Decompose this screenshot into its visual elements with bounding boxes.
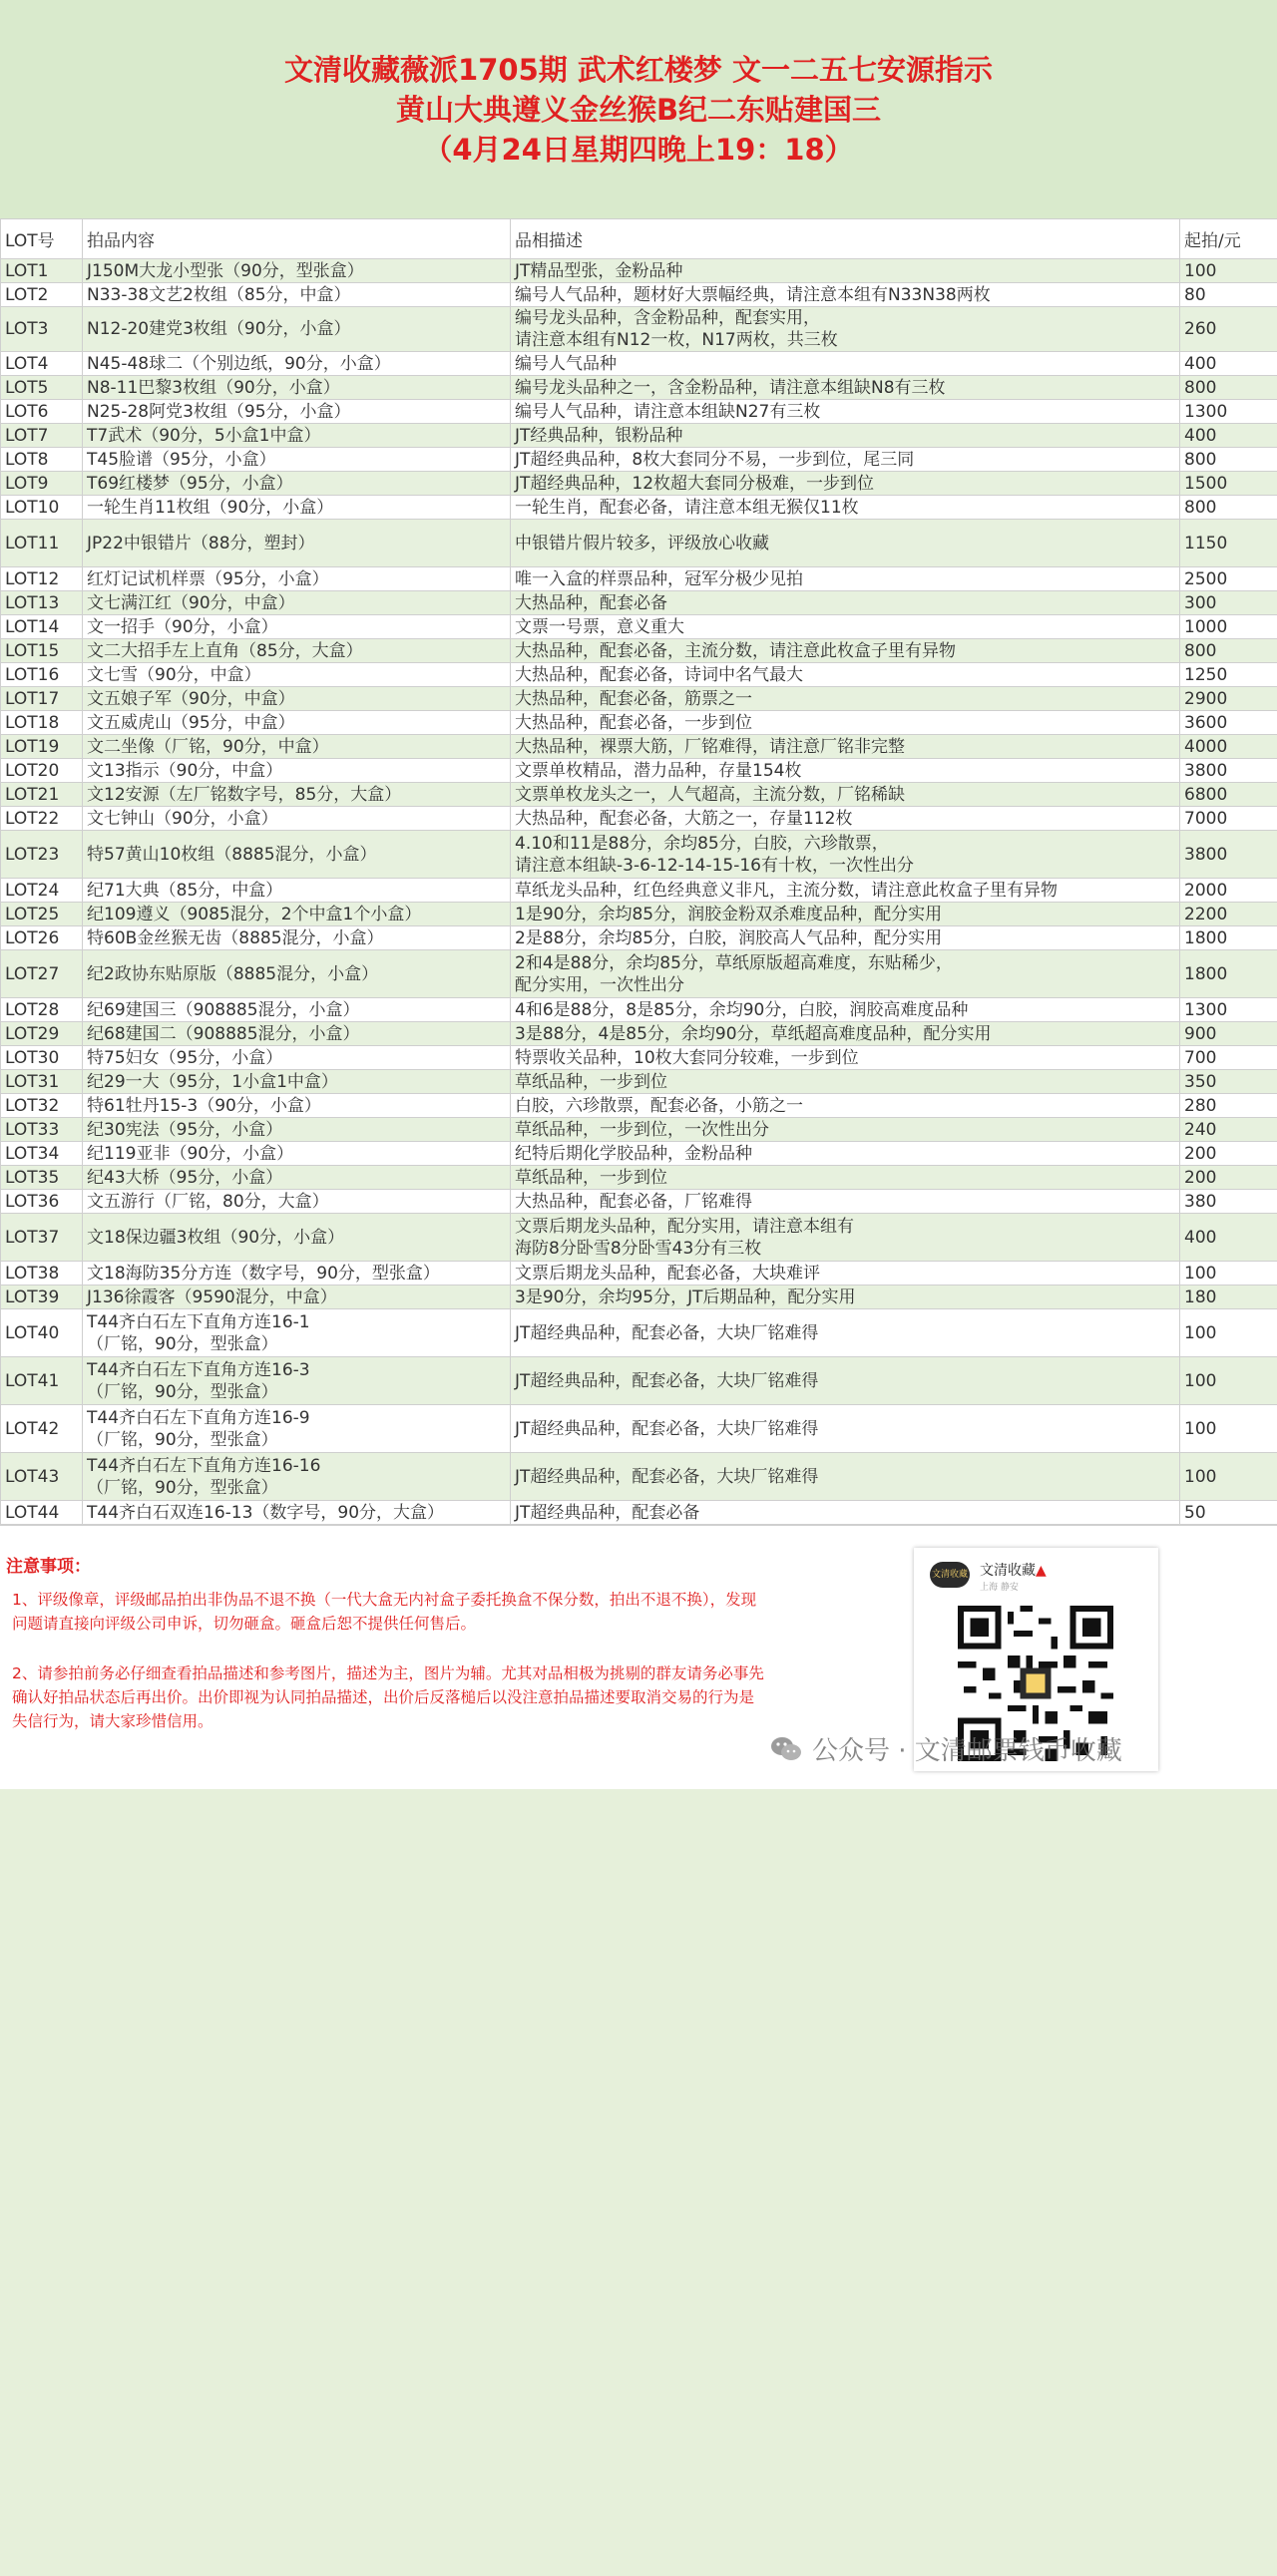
col-header-item: 拍品内容 — [83, 219, 511, 259]
price-cell: 900 — [1180, 1022, 1277, 1046]
desc-cell: JT超经典品种，12枚超大套同分极难，一步到位 — [511, 472, 1180, 496]
lot-cell: LOT8 — [1, 448, 83, 472]
desc-cell: 2和4是88分，余均85分，草纸原版超高难度，东贴稀少， 配分实用，一次性出分 — [511, 950, 1180, 998]
desc-cell: JT超经典品种，8枚大套同分不易，一步到位，尾三同 — [511, 448, 1180, 472]
desc-cell: 文票单枚精品，潜力品种，存量154枚 — [511, 759, 1180, 783]
lot-cell: LOT36 — [1, 1190, 83, 1214]
desc-cell: 4.10和11是88分，余均85分，白胶，六珍散票， 请注意本组缺-3-6-12-14-15-16有十枚，一次性出分 — [511, 831, 1180, 879]
watermark — [768, 1730, 1122, 1767]
table-row — [1, 424, 1277, 448]
lot-cell: LOT13 — [1, 591, 83, 615]
notes-title: 注意事项： — [6, 1557, 91, 1577]
lot-cell: LOT10 — [1, 496, 83, 520]
lot-cell: LOT28 — [1, 998, 83, 1022]
desc-cell: 白胶，六珍散票，配套必备，小筋之一 — [511, 1094, 1180, 1118]
desc-cell: 4和6是88分，8是85分，余均90分，白胶，润胶高难度品种 — [511, 998, 1180, 1022]
desc-cell: 纪特后期化学胶品种，金粉品种 — [511, 1142, 1180, 1166]
desc-cell: JT超经典品种，配套必备，大块厂铭难得 — [511, 1405, 1180, 1453]
title-line-3: （4月24日星期四晚上19：18） — [423, 132, 854, 167]
item-cell: N45-48球二（个别边纸，90分，小盒） — [83, 352, 511, 376]
price-cell: 100 — [1180, 259, 1277, 283]
lot-cell: LOT4 — [1, 352, 83, 376]
item-cell: 文五游行（厂铭，80分，大盒） — [83, 1190, 511, 1214]
lot-cell: LOT41 — [1, 1357, 83, 1405]
item-cell: 文18保边疆3枚组（90分，小盒） — [83, 1214, 511, 1262]
item-cell: 纪71大典（85分，中盒） — [83, 879, 511, 903]
price-cell: 800 — [1180, 376, 1277, 400]
desc-cell: 文票一号票，意义重大 — [511, 615, 1180, 639]
item-cell: JP22中银错片（88分，塑封） — [83, 520, 511, 567]
lot-cell: LOT34 — [1, 1142, 83, 1166]
desc-cell: 大热品种，裸票大筋，厂铭难得，请注意厂铭非完整 — [511, 735, 1180, 759]
desc-cell: JT超经典品种，配套必备 — [511, 1501, 1180, 1525]
item-cell: T69红楼梦（95分，小盒） — [83, 472, 511, 496]
item-cell: T7武术（90分，5小盒1中盒） — [83, 424, 511, 448]
table-row — [1, 1286, 1277, 1309]
lot-cell: LOT40 — [1, 1309, 83, 1357]
table-row — [1, 639, 1277, 663]
item-cell: 文13指示（90分，中盒） — [83, 759, 511, 783]
table-row — [1, 496, 1277, 520]
item-cell: 纪68建国二（908885混分，小盒） — [83, 1022, 511, 1046]
table-row — [1, 448, 1277, 472]
desc-cell: 中银错片假片较多，评级放心收藏 — [511, 520, 1180, 567]
item-cell: T44齐白石左下直角方连16-3 （厂铭，90分，型张盒） — [83, 1357, 511, 1405]
desc-cell: 唯一入盒的样票品种，冠军分极少见拍 — [511, 567, 1180, 591]
lot-cell: LOT42 — [1, 1405, 83, 1453]
item-cell: 纪109遵义（9085混分，2个中盒1个小盒） — [83, 903, 511, 926]
desc-cell: 编号龙头品种之一，含金粉品种，请注意本组缺N8有三枚 — [511, 376, 1180, 400]
lot-cell: LOT2 — [1, 283, 83, 307]
price-cell: 1800 — [1180, 950, 1277, 998]
price-cell: 100 — [1180, 1262, 1277, 1286]
desc-cell: 一轮生肖，配套必备，请注意本组无猴仅11枚 — [511, 496, 1180, 520]
item-cell: 文五娘子军（90分，中盒） — [83, 687, 511, 711]
watermark-text: 公众号 · 文清邮票钱币收藏 — [812, 1736, 1122, 1766]
table-row — [1, 591, 1277, 615]
desc-cell: 草纸品种，一步到位，一次性出分 — [511, 1118, 1180, 1142]
table-row — [1, 663, 1277, 687]
table-header-row — [1, 219, 1277, 259]
item-cell: 纪2政协东贴原版（8885混分，小盒） — [83, 950, 511, 998]
desc-cell: JT超经典品种，配套必备，大块厂铭难得 — [511, 1357, 1180, 1405]
lot-cell: LOT30 — [1, 1046, 83, 1070]
price-cell: 6800 — [1180, 783, 1277, 807]
lots-table — [0, 218, 1277, 1525]
brand-logo: 文清收藏 — [930, 1562, 970, 1588]
price-cell: 200 — [1180, 1142, 1277, 1166]
price-cell: 400 — [1180, 424, 1277, 448]
table-row — [1, 352, 1277, 376]
col-header-desc: 品相描述 — [511, 219, 1180, 259]
lot-cell: LOT1 — [1, 259, 83, 283]
desc-cell: 编号龙头品种，含金粉品种，配套实用， 请注意本组有N12一枚，N17两枚，共三枚 — [511, 307, 1180, 352]
table-row — [1, 1118, 1277, 1142]
price-cell: 700 — [1180, 1046, 1277, 1070]
table-row — [1, 1190, 1277, 1214]
table-row — [1, 879, 1277, 903]
desc-cell: JT超经典品种，配套必备，大块厂铭难得 — [511, 1453, 1180, 1501]
price-cell: 1500 — [1180, 472, 1277, 496]
item-cell: 红灯记试机样票（95分，小盒） — [83, 567, 511, 591]
lot-cell: LOT5 — [1, 376, 83, 400]
item-cell: 一轮生肖11枚组（90分，小盒） — [83, 496, 511, 520]
price-cell: 800 — [1180, 639, 1277, 663]
price-cell: 180 — [1180, 1286, 1277, 1309]
table-row — [1, 687, 1277, 711]
lot-cell: LOT33 — [1, 1118, 83, 1142]
table-row — [1, 1022, 1277, 1046]
price-cell: 800 — [1180, 496, 1277, 520]
item-cell: 纪43大桥（95分，小盒） — [83, 1166, 511, 1190]
table-row — [1, 831, 1277, 879]
price-cell: 350 — [1180, 1070, 1277, 1094]
lot-cell: LOT21 — [1, 783, 83, 807]
col-header-price: 起拍/元 — [1180, 219, 1277, 259]
lot-cell: LOT20 — [1, 759, 83, 783]
price-cell: 2500 — [1180, 567, 1277, 591]
qr-account-name — [980, 1560, 1047, 1580]
qr-mark: ▲ — [1036, 1563, 1047, 1579]
price-cell: 7000 — [1180, 807, 1277, 831]
table-row — [1, 567, 1277, 591]
price-cell: 4000 — [1180, 735, 1277, 759]
lot-cell: LOT43 — [1, 1453, 83, 1501]
desc-cell: JT超经典品种，配套必备，大块厂铭难得 — [511, 1309, 1180, 1357]
price-cell: 50 — [1180, 1501, 1277, 1525]
item-cell: 特60B金丝猴无齿（8885混分，小盒） — [83, 926, 511, 950]
lot-cell: LOT7 — [1, 424, 83, 448]
table-row — [1, 759, 1277, 783]
lot-cell: LOT6 — [1, 400, 83, 424]
desc-cell: 文票后期龙头品种，配分实用，请注意本组有 海防8分卧雪8分卧雪43分有三枚 — [511, 1214, 1180, 1262]
price-cell: 1300 — [1180, 998, 1277, 1022]
desc-cell: 大热品种，配套必备，主流分数，请注意此枚盒子里有异物 — [511, 639, 1180, 663]
lot-cell: LOT23 — [1, 831, 83, 879]
price-cell: 280 — [1180, 1094, 1277, 1118]
price-cell: 2200 — [1180, 903, 1277, 926]
table-row — [1, 1094, 1277, 1118]
price-cell: 800 — [1180, 448, 1277, 472]
price-cell: 100 — [1180, 1453, 1277, 1501]
desc-cell: 大热品种，配套必备，厂铭难得 — [511, 1190, 1180, 1214]
table-row — [1, 259, 1277, 283]
item-cell: 纪119亚非（90分，小盒） — [83, 1142, 511, 1166]
table-row — [1, 807, 1277, 831]
lot-cell: LOT31 — [1, 1070, 83, 1094]
item-cell: T44齐白石左下直角方连16-1 （厂铭，90分，型张盒） — [83, 1309, 511, 1357]
lot-cell: LOT14 — [1, 615, 83, 639]
table-row — [1, 1501, 1277, 1525]
lot-cell: LOT27 — [1, 950, 83, 998]
table-row — [1, 1357, 1277, 1405]
price-cell: 1000 — [1180, 615, 1277, 639]
table-row — [1, 307, 1277, 352]
lot-cell: LOT16 — [1, 663, 83, 687]
price-cell: 200 — [1180, 1166, 1277, 1190]
lot-cell: LOT12 — [1, 567, 83, 591]
lot-cell: LOT26 — [1, 926, 83, 950]
price-cell: 3800 — [1180, 759, 1277, 783]
footer — [0, 1525, 1277, 1789]
price-cell: 100 — [1180, 1405, 1277, 1453]
table-row — [1, 283, 1277, 307]
desc-cell: 大热品种，配套必备，诗词中名气最大 — [511, 663, 1180, 687]
item-cell: 文七雪（90分，中盒） — [83, 663, 511, 687]
desc-cell: 编号人气品种，请注意本组缺N27有三枚 — [511, 400, 1180, 424]
item-cell: J150M大龙小型张（90分，型张盒） — [83, 259, 511, 283]
price-cell: 1250 — [1180, 663, 1277, 687]
table-row — [1, 376, 1277, 400]
price-cell: 80 — [1180, 283, 1277, 307]
table-row — [1, 1214, 1277, 1262]
desc-cell: 3是90分，余均95分，JT后期品种，配分实用 — [511, 1286, 1180, 1309]
lot-cell: LOT24 — [1, 879, 83, 903]
desc-cell: 草纸品种，一步到位 — [511, 1166, 1180, 1190]
title-line-1: 文清收藏薇派1705期 武术红楼梦 文一二五七安源指示 — [284, 52, 993, 87]
item-cell: N8-11巴黎3枚组（90分，小盒） — [83, 376, 511, 400]
item-cell: 特61牡丹15-3（90分，小盒） — [83, 1094, 511, 1118]
lot-cell: LOT11 — [1, 520, 83, 567]
item-cell: 特57黄山10枚组（8885混分，小盒） — [83, 831, 511, 879]
table-row — [1, 615, 1277, 639]
price-cell: 3600 — [1180, 711, 1277, 735]
table-row — [1, 711, 1277, 735]
price-cell: 100 — [1180, 1309, 1277, 1357]
item-cell: 文七满江红（90分，中盒） — [83, 591, 511, 615]
desc-cell: JT经典品种，银粉品种 — [511, 424, 1180, 448]
title-line-2: 黄山大典遵义金丝猴B纪二东贴建国三 — [395, 92, 882, 127]
item-cell: T44齐白石左下直角方连16-9 （厂铭，90分，型张盒） — [83, 1405, 511, 1453]
desc-cell: 草纸龙头品种，红色经典意义非凡，主流分数，请注意此枚盒子里有异物 — [511, 879, 1180, 903]
price-cell: 400 — [1180, 352, 1277, 376]
price-cell: 2000 — [1180, 879, 1277, 903]
item-cell: 文七钟山（90分，小盒） — [83, 807, 511, 831]
table-row — [1, 1166, 1277, 1190]
lot-cell: LOT38 — [1, 1262, 83, 1286]
note-1: 1、评级像章，评级邮品拍出非伪品不退不换（一代大盒无内衬盒子委托换盒不保分数，拍出不退不换），发现问题请直接向评级公司申诉，切勿砸盒。砸盒后恕不提供任何售后。 — [12, 1591, 757, 1633]
desc-cell: 1是90分，余均85分，润胶金粉双杀难度品种，配分实用 — [511, 903, 1180, 926]
qr-location: 上海 静安 — [980, 1583, 1019, 1593]
lot-cell: LOT29 — [1, 1022, 83, 1046]
item-cell: 文12安源（左厂铭数字号，85分，大盒） — [83, 783, 511, 807]
lot-cell: LOT25 — [1, 903, 83, 926]
item-cell: 文一招手（90分，小盒） — [83, 615, 511, 639]
item-cell: T44齐白石双连16-13（数字号，90分，大盒） — [83, 1501, 511, 1525]
note-2: 2、请参拍前务必仔细查看拍品描述和参考图片，描述为主，图片为辅。尤其对品相极为挑剔的群友请务必事先确认好拍品状态后再出价。出价即视为认同拍品描述，出价后反落槌后以没注意拍品描述要取消交易的行为是失信行为，请大家珍惜信用。 — [12, 1664, 764, 1730]
lot-cell: LOT35 — [1, 1166, 83, 1190]
table-row — [1, 472, 1277, 496]
price-cell: 380 — [1180, 1190, 1277, 1214]
item-cell: T44齐白石左下直角方连16-16 （厂铭，90分，型张盒） — [83, 1453, 511, 1501]
price-cell: 260 — [1180, 307, 1277, 352]
wechat-icon — [768, 1731, 804, 1767]
price-cell: 1150 — [1180, 520, 1277, 567]
table-row — [1, 735, 1277, 759]
lot-cell: LOT44 — [1, 1501, 83, 1525]
desc-cell: 大热品种，配套必备，筋票之一 — [511, 687, 1180, 711]
lot-cell: LOT9 — [1, 472, 83, 496]
price-cell: 240 — [1180, 1118, 1277, 1142]
item-cell: 纪30宪法（95分，小盒） — [83, 1118, 511, 1142]
item-cell: 特75妇女（95分，小盒） — [83, 1046, 511, 1070]
desc-cell: 编号人气品种，题材好大票幅经典，请注意本组有N33N38两枚 — [511, 283, 1180, 307]
table-row — [1, 998, 1277, 1022]
item-cell: 文五威虎山（95分，中盒） — [83, 711, 511, 735]
price-cell: 3800 — [1180, 831, 1277, 879]
col-header-lot: LOT号 — [1, 219, 83, 259]
lot-cell: LOT17 — [1, 687, 83, 711]
lot-cell: LOT18 — [1, 711, 83, 735]
lot-cell: LOT15 — [1, 639, 83, 663]
lot-cell: LOT37 — [1, 1214, 83, 1262]
table-row — [1, 1142, 1277, 1166]
lot-cell: LOT19 — [1, 735, 83, 759]
lot-cell: LOT32 — [1, 1094, 83, 1118]
price-cell: 1300 — [1180, 400, 1277, 424]
desc-cell: 特票收关品种，10枚大套同分较难，一步到位 — [511, 1046, 1180, 1070]
item-cell: N33-38文艺2枚组（85分，中盒） — [83, 283, 511, 307]
table-row — [1, 400, 1277, 424]
table-row — [1, 1309, 1277, 1357]
item-cell: T45脸谱（95分，小盒） — [83, 448, 511, 472]
desc-cell: JT精品型张，金粉品种 — [511, 259, 1180, 283]
table-row — [1, 950, 1277, 998]
desc-cell: 草纸品种，一步到位 — [511, 1070, 1180, 1094]
item-cell: N12-20建党3枚组（90分，小盒） — [83, 307, 511, 352]
desc-cell: 大热品种，配套必备 — [511, 591, 1180, 615]
price-cell: 400 — [1180, 1214, 1277, 1262]
desc-cell: 编号人气品种 — [511, 352, 1180, 376]
desc-cell: 文票后期龙头品种，配套必备，大块难评 — [511, 1262, 1180, 1286]
table-row — [1, 1070, 1277, 1094]
desc-cell: 2是88分，余均85分，白胶，润胶高人气品种，配分实用 — [511, 926, 1180, 950]
table-row — [1, 520, 1277, 567]
qr-account-title: 文清收藏 — [980, 1563, 1036, 1579]
lot-cell: LOT3 — [1, 307, 83, 352]
price-cell: 300 — [1180, 591, 1277, 615]
lot-cell: LOT39 — [1, 1286, 83, 1309]
price-cell: 1800 — [1180, 926, 1277, 950]
desc-cell: 3是88分，4是85分，余均90分，草纸超高难度品种，配分实用 — [511, 1022, 1180, 1046]
item-cell: N25-28阿党3枚组（95分，小盒） — [83, 400, 511, 424]
table-row — [1, 1453, 1277, 1501]
desc-cell: 文票单枚龙头之一，人气超高，主流分数，厂铭稀缺 — [511, 783, 1180, 807]
page-header — [0, 0, 1277, 218]
item-cell: 纪29一大（95分，1小盒1中盒） — [83, 1070, 511, 1094]
item-cell: J136徐霞客（9590混分，中盒） — [83, 1286, 511, 1309]
desc-cell: 大热品种，配套必备，大筋之一，存量112枚 — [511, 807, 1180, 831]
table-row — [1, 1046, 1277, 1070]
table-row — [1, 1405, 1277, 1453]
price-cell: 2900 — [1180, 687, 1277, 711]
item-cell: 纪69建国三（908885混分，小盒） — [83, 998, 511, 1022]
table-row — [1, 783, 1277, 807]
table-row — [1, 1262, 1277, 1286]
table-row — [1, 903, 1277, 926]
item-cell: 文18海防35分方连（数字号，90分，型张盒） — [83, 1262, 511, 1286]
item-cell: 文二大招手左上直角（85分，大盒） — [83, 639, 511, 663]
lot-cell: LOT22 — [1, 807, 83, 831]
desc-cell: 大热品种，配套必备，一步到位 — [511, 711, 1180, 735]
item-cell: 文二坐像（厂铭，90分，中盒） — [83, 735, 511, 759]
price-cell: 100 — [1180, 1357, 1277, 1405]
table-row — [1, 926, 1277, 950]
lots-body — [1, 259, 1277, 1525]
